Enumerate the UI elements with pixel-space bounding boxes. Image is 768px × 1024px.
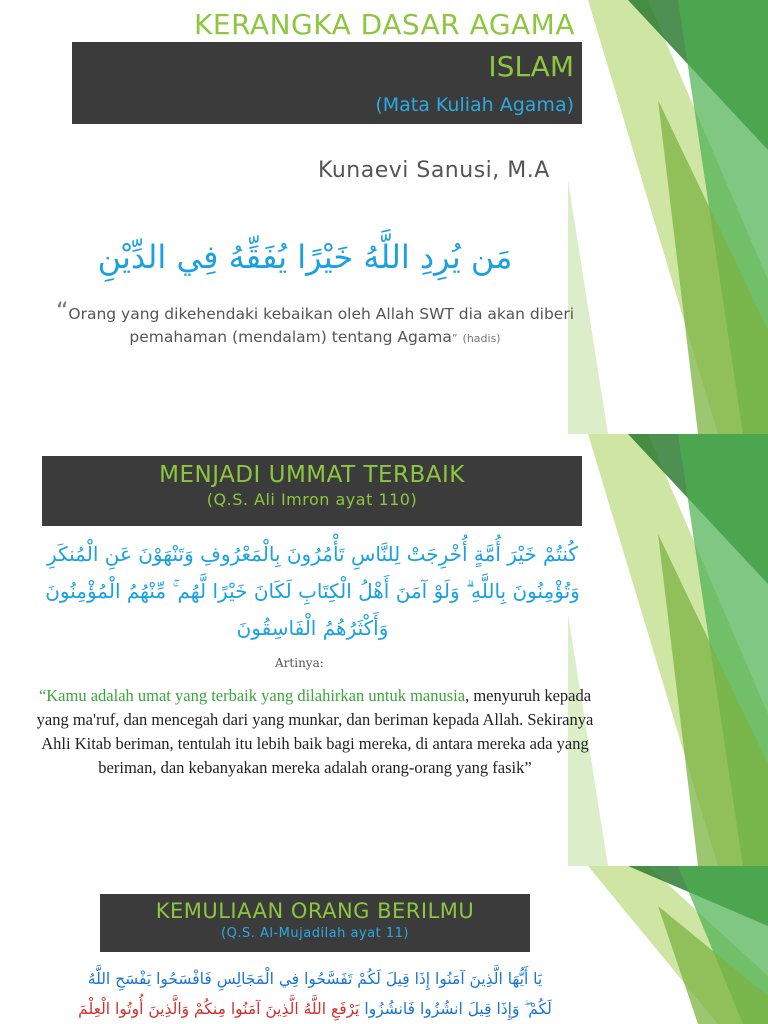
translation-highlight: “Kamu adalah umat yang terbaik yang dilahirkan untuk manusia — [38, 686, 466, 705]
slide-subtitle: (Mata Kuliah Agama) — [375, 94, 574, 116]
quote-text: Orang yang dikehendaki kebaikan oleh Allah SWT dia akan diberi pemahaman (mendalam) tentang Agama — [68, 305, 575, 346]
slide-title-line2: ISLAM — [488, 50, 574, 83]
slide-ummat-terbaik — [0, 434, 768, 866]
arabic-verse — [40, 964, 590, 1024]
title-box — [100, 894, 530, 952]
slide-title — [0, 0, 768, 434]
green-stripes-decoration — [568, 0, 768, 434]
slide-subtitle: (Q.S. Al-Mujadilah ayat 11) — [221, 926, 409, 941]
green-stripes-decoration — [568, 434, 768, 866]
quote-close-mark: ” — [451, 332, 458, 345]
quote-source: (hadis) — [462, 332, 501, 345]
quote-open-mark: “ — [55, 297, 69, 325]
slide-title: KEMULIAAN ORANG BERILMU — [155, 899, 475, 923]
title-box — [42, 456, 582, 526]
slide-kemuliaan — [0, 866, 768, 1024]
arabic-line-2-red: يَرْفَعِ اللَّهُ الَّذِينَ آمَنُوا مِنكُمْ وَالَّذِينَ أُوتُوا الْعِلْمَ — [78, 1000, 360, 1018]
translation-rest: , menyuruh kepada yang ma'ruf, dan mencegah dari yang munkar, dan beriman kepada Allah. Sekiranya Ahli Kitab beriman, tentulah itu lebih baik bagi mereka, di antara mereka ada yang beriman, dan kebanyakan mereka adalah orang-orang yang fasik” — [36, 686, 594, 777]
title-box — [72, 42, 582, 124]
slide-title-line1: KERANGKA DASAR AGAMA — [194, 8, 575, 41]
green-stripes-decoration — [568, 866, 768, 1024]
arabic-hadith: مَن يُرِدِ اللَّهُ خَيْرًا يُفَقِّهُ فِي الدِّيْنِ — [97, 238, 513, 276]
verse-translation — [30, 684, 600, 780]
arabic-verse: كُنتُمْ خَيْرَ أُمَّةٍ أُخْرِجَتْ لِلنَّاسِ تَأْمُرُونَ بِالْمَعْرُوفِ وَتَنْهَوْنَ عَنِ الْمُنكَرِ وَتُؤْمِنُونَ بِاللَّهِ ۗ وَلَوْ آمَنَ أَهْلُ الْكِتَابِ لَكَانَ خَيْرًا لَّهُم ۚ مِّنْهُمُ الْمُؤْمِنُونَ وَأَكْثَرُهُمُ الْفَاسِقُونَ — [45, 542, 580, 640]
arabic-line-2-blue: لَكُمْ ۖ وَإِذَا قِيلَ انشُزُوا فَانشُزُوا — [359, 1000, 552, 1018]
author-name: Kunaevi Sanusi, M.A — [318, 158, 550, 183]
slide-title: MENJADI UMMAT TERBAIK — [159, 462, 465, 488]
artinya-label: Artinya: — [275, 656, 324, 670]
hadith-translation — [55, 297, 575, 350]
arabic-line-2 — [40, 994, 590, 1024]
arabic-line-1: يَا أَيُّهَا الَّذِينَ آمَنُوا إِذَا قِيلَ لَكُمْ تَفَسَّحُوا فِي الْمَجَالِسِ فَافْسَحُوا يَفْسَحِ اللَّهُ — [87, 970, 543, 988]
slide-subtitle: (Q.S. Ali Imron ayat 110) — [206, 490, 418, 509]
